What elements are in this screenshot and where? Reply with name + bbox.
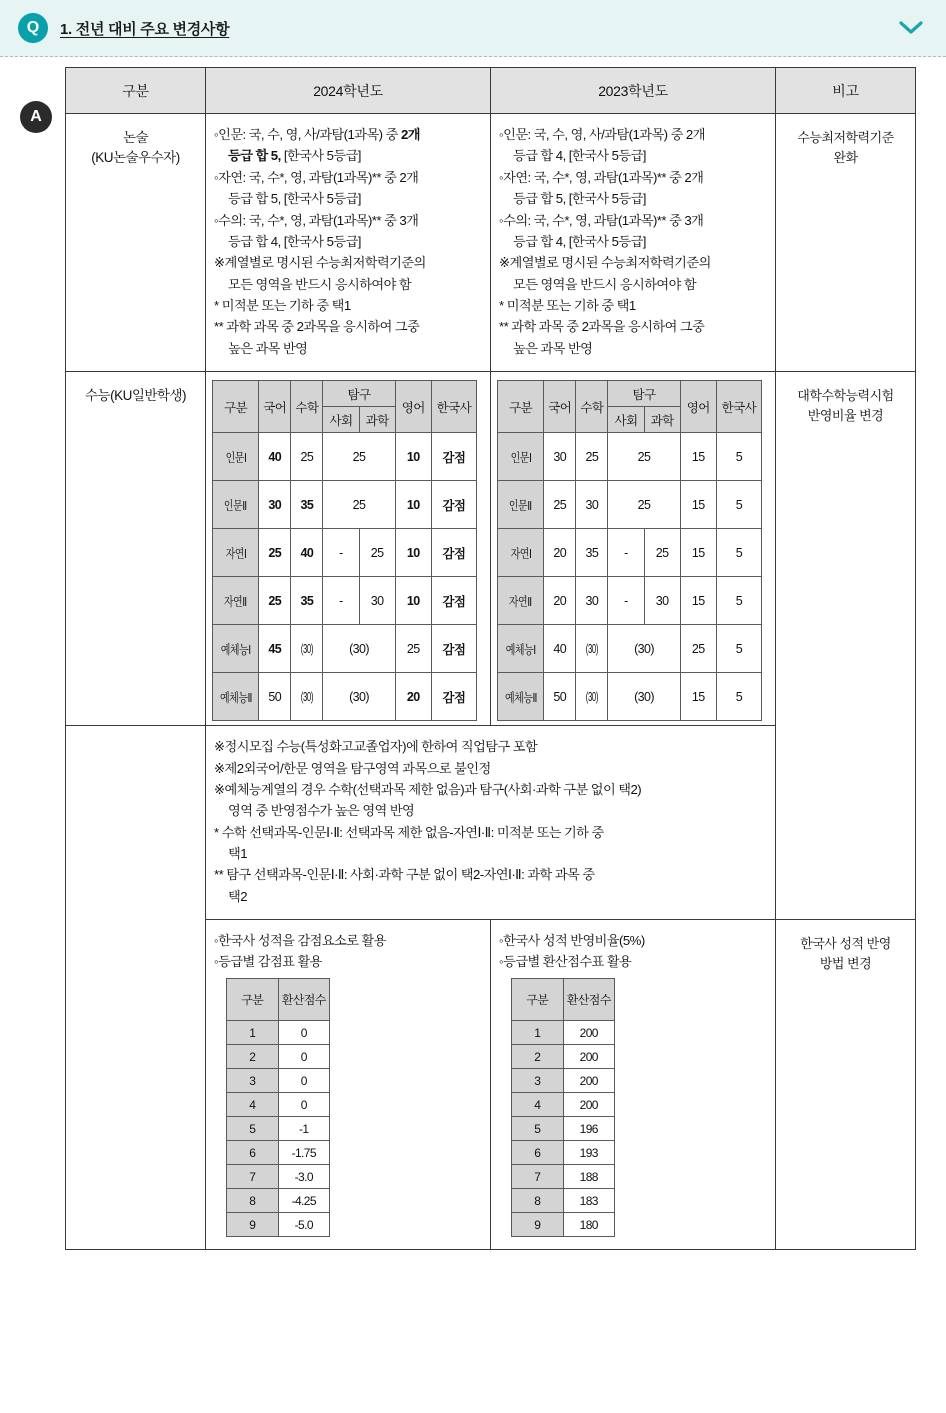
score-cell-korean: 50 (544, 673, 576, 721)
score-cell-english: 25 (680, 625, 716, 673)
suneung-notes (214, 736, 767, 907)
history-table-row (227, 1141, 330, 1165)
text-line: 영역 중 반영점수가 높은 영역 반영 (228, 803, 415, 819)
text-line: ◦자연: 국, 수*, 영, 과탐(1과목)** 중 2개 (499, 169, 704, 185)
score-header-history: 한국사 (716, 381, 761, 433)
score-header-korean: 국어 (544, 381, 576, 433)
history-cell-grade: 5 (512, 1117, 564, 1141)
score-header-english: 영어 (680, 381, 716, 433)
score-cell-math: 35 (576, 529, 608, 577)
history-cell-value: -1 (278, 1117, 330, 1141)
score-cell-korean: 25 (259, 529, 291, 577)
score-cell-science: 25 (644, 529, 680, 577)
score-cell-korean: 40 (259, 433, 291, 481)
history-cell-value: 188 (563, 1165, 615, 1189)
score-header-math: 수학 (291, 381, 323, 433)
bigo-history-line2: 방법 변경 (819, 955, 872, 971)
score-cell-english: 25 (395, 625, 431, 673)
score-header-gubun: 구분 (498, 381, 544, 433)
score-cell-english: 10 (395, 433, 431, 481)
history-cell-grade: 7 (227, 1165, 279, 1189)
spacer-history-left (66, 920, 206, 1250)
table-row-korean-history (66, 920, 916, 1250)
history-table-row (512, 1141, 615, 1165)
score-cell-social: - (608, 529, 644, 577)
text-line: ◦인문: 국, 수, 영, 사/과탐(1과목) 중 2개 (214, 127, 420, 142)
score-cell-history: 감점 (431, 481, 476, 529)
score-table-row (213, 433, 477, 481)
score-cell-science: 30 (644, 577, 680, 625)
score-table-row (213, 481, 477, 529)
score-cell-history: 5 (716, 433, 761, 481)
history-cell-value: 200 (563, 1021, 615, 1045)
suneung-ratio-table (497, 380, 762, 721)
history-cell-grade: 7 (512, 1165, 564, 1189)
score-cell-math: (30) (291, 673, 323, 721)
row-label-nonsul-line1: 논술 (122, 130, 149, 145)
history-cell-grade: 1 (227, 1021, 279, 1045)
text-line: 높은 과목 반영 (513, 340, 593, 356)
score-table-2024-wrapper (206, 372, 490, 725)
score-header-math: 수학 (576, 381, 608, 433)
score-cell-english: 15 (680, 673, 716, 721)
history-cell-grade: 6 (512, 1141, 564, 1165)
column-header-2024: 2024학년도 (206, 68, 491, 114)
cell-nonsul-2023 (491, 114, 776, 372)
history-cell-grade: 8 (512, 1189, 564, 1213)
score-header-row-top (213, 381, 477, 407)
history-table-row (512, 1069, 615, 1093)
score-row-label: 예체능Ⅰ (213, 625, 259, 673)
history-table-row (227, 1021, 330, 1045)
text-line: * 미적분 또는 기하 중 택1 (499, 298, 636, 313)
score-cell-korean: 20 (544, 577, 576, 625)
score-cell-math: 35 (291, 577, 323, 625)
score-cell-english: 15 (680, 481, 716, 529)
score-cell-history: 감점 (431, 673, 476, 721)
text-line: ※계열별로 명시된 수능최저학력기준의 (214, 255, 426, 271)
score-cell-tamgu: (30) (323, 673, 395, 721)
score-row-label: 인문Ⅱ (213, 481, 259, 529)
score-cell-english: 10 (395, 529, 431, 577)
history-header-row (512, 979, 615, 1021)
cell-history-bigo (776, 920, 916, 1250)
cell-history-2023 (491, 920, 776, 1250)
history-grade-table (226, 978, 330, 1237)
score-cell-math: 25 (291, 433, 323, 481)
history-table-row (512, 1189, 615, 1213)
bigo-history-line1: 한국사 성적 반영 (800, 936, 891, 952)
score-header-tamgu: 탐구 (608, 381, 680, 407)
spacer-notes-left (66, 726, 206, 920)
score-cell-tamgu: 25 (323, 433, 395, 481)
score-cell-history: 감점 (431, 577, 476, 625)
answer-badge: A (20, 101, 52, 133)
bigo-suneung-line1: 대학수학능력시험 (797, 388, 894, 404)
history-table-row (512, 1213, 615, 1237)
score-header-history: 한국사 (431, 381, 476, 433)
score-cell-math: (30) (291, 625, 323, 673)
history-table-row (227, 1213, 330, 1237)
history-cell-value: -1.75 (278, 1141, 330, 1165)
history-cell-grade: 2 (227, 1045, 279, 1069)
history-header-score: 환산점수 (278, 979, 330, 1021)
history-cell-grade: 5 (227, 1117, 279, 1141)
score-row-label: 자연Ⅰ (213, 529, 259, 577)
suneung-ratio-table (212, 380, 477, 721)
score-cell-history: 감점 (431, 433, 476, 481)
score-row-label: 자연Ⅰ (498, 529, 544, 577)
score-cell-english: 15 (680, 433, 716, 481)
score-cell-korean: 45 (259, 625, 291, 673)
text-line: ◦수의: 국, 수*, 영, 과탐(1과목)** 중 3개 (499, 212, 704, 228)
score-table-row (213, 577, 477, 625)
score-row-label: 예체능Ⅱ (213, 673, 259, 721)
text-line: 등급 합 5, [한국사 5등급] (513, 191, 646, 207)
score-cell-math: 25 (576, 433, 608, 481)
score-cell-english: 15 (680, 577, 716, 625)
text-line: ※계열별로 명시된 수능최저학력기준의 (499, 255, 711, 271)
text-line: 모든 영역을 반드시 응시하여야 함 (513, 276, 697, 292)
history-cell-value: -3.0 (278, 1165, 330, 1189)
history-cell-value: -4.25 (278, 1189, 330, 1213)
chevron-down-icon[interactable] (898, 15, 924, 41)
history-cell-value: 0 (278, 1093, 330, 1117)
text-line: 택2 (228, 888, 247, 904)
history-grade-table (511, 978, 615, 1237)
score-header-science: 과학 (644, 407, 680, 433)
score-cell-korean: 30 (544, 433, 576, 481)
score-cell-social: - (608, 577, 644, 625)
text-line: 등급 합 4, [한국사 5등급] (228, 233, 361, 249)
score-cell-math: 30 (576, 577, 608, 625)
text-line: ◦자연: 국, 수*, 영, 과탐(1과목)** 중 2개 (214, 169, 419, 185)
history-cell-grade: 3 (227, 1069, 279, 1093)
bigo-suneung-line2: 반영비율 변경 (807, 407, 884, 423)
score-cell-social: - (323, 577, 359, 625)
score-row-label: 자연Ⅱ (498, 577, 544, 625)
history-cell-grade: 6 (227, 1141, 279, 1165)
score-cell-math: (30) (576, 673, 608, 721)
comparison-table (65, 67, 916, 1250)
history-table-row (512, 1165, 615, 1189)
text-line: 등급 합 4, [한국사 5등급] (513, 233, 646, 249)
cell-suneung-notes (206, 726, 776, 920)
score-cell-tamgu: 25 (323, 481, 395, 529)
score-cell-history: 5 (716, 577, 761, 625)
score-row-label: 자연Ⅱ (213, 577, 259, 625)
history-cell-grade: 4 (227, 1093, 279, 1117)
text-line: ※제2외국어/한문 영역을 탐구영역 과목으로 불인정 (214, 760, 491, 776)
score-table-row (213, 673, 477, 721)
history-table-row (512, 1045, 615, 1069)
score-cell-science: 30 (359, 577, 395, 625)
score-header-english: 영어 (395, 381, 431, 433)
score-cell-math: 35 (291, 481, 323, 529)
score-header-social: 사회 (323, 407, 359, 433)
history-table-row (227, 1189, 330, 1213)
score-cell-english: 10 (395, 577, 431, 625)
nonsul-2024-lines (214, 124, 482, 359)
history-cell-value: 200 (563, 1093, 615, 1117)
score-cell-korean: 30 (259, 481, 291, 529)
score-cell-history: 감점 (431, 529, 476, 577)
history-table-row (227, 1045, 330, 1069)
cell-nonsul-2024 (206, 114, 491, 372)
cell-suneung-2023 (491, 372, 776, 726)
question-badge: Q (18, 13, 48, 43)
text-line: 모든 영역을 반드시 응시하여야 함 (228, 276, 412, 292)
bigo-nonsul-line1: 수능최저학력기준 (797, 130, 894, 145)
score-row-label: 인문Ⅱ (498, 481, 544, 529)
history-cell-value: 0 (278, 1045, 330, 1069)
score-header-tamgu: 탐구 (323, 381, 395, 407)
text-line: ** 탐구 선택과목-인문Ⅰ·Ⅱ: 사회·과학 구분 없이 택2-자연Ⅰ·Ⅱ: 과학 과목 중 (214, 867, 595, 883)
history-2024-line1: ◦한국사 성적을 감점요소로 활용 (214, 933, 386, 949)
score-table-row (213, 529, 477, 577)
score-cell-tamgu: (30) (608, 625, 680, 673)
history-header-score: 환산점수 (563, 979, 615, 1021)
column-header-gubun: 구분 (66, 68, 206, 114)
score-cell-tamgu: (30) (608, 673, 680, 721)
text-line: ◦수의: 국, 수*, 영, 과탐(1과목)** 중 3개 (214, 212, 419, 228)
cell-nonsul-bigo (776, 114, 916, 372)
text-line: ※정시모집 수능(특성화고교졸업자)에 한하여 직업탐구 포함 (214, 739, 538, 755)
text-line: ※예체능계열의 경우 수학(선택과목 제한 없음)과 탐구(사회·과학 구분 없이 택2) (214, 781, 642, 797)
text-line: 높은 과목 반영 (228, 340, 308, 356)
score-cell-math: 40 (291, 529, 323, 577)
history-cell-grade: 1 (512, 1021, 564, 1045)
score-table-row (498, 673, 762, 721)
history-header-row (227, 979, 330, 1021)
score-cell-korean: 50 (259, 673, 291, 721)
cell-suneung-bigo (776, 372, 916, 920)
history-table-row (227, 1069, 330, 1093)
score-cell-tamgu: (30) (323, 625, 395, 673)
score-cell-science: 25 (359, 529, 395, 577)
score-cell-korean: 25 (544, 481, 576, 529)
score-header-korean: 국어 (259, 381, 291, 433)
history-table-row (512, 1117, 615, 1141)
score-cell-history: 5 (716, 673, 761, 721)
score-header-gubun: 구분 (213, 381, 259, 433)
history-cell-value: 180 (563, 1213, 615, 1237)
history-cell-grade: 2 (512, 1045, 564, 1069)
history-cell-value: 200 (563, 1045, 615, 1069)
history-header-gubun: 구분 (227, 979, 279, 1021)
score-cell-english: 20 (395, 673, 431, 721)
history-table-row (512, 1093, 615, 1117)
text-line: ◦인문: 국, 수, 영, 사/과탐(1과목) 중 2개 (499, 127, 705, 142)
score-cell-history: 5 (716, 529, 761, 577)
history-2024-line2: ◦등급별 감점표 활용 (214, 954, 322, 970)
history-cell-grade: 9 (512, 1213, 564, 1237)
history-cell-grade: 9 (227, 1213, 279, 1237)
column-header-2023: 2023학년도 (491, 68, 776, 114)
history-cell-value: 0 (278, 1021, 330, 1045)
score-cell-math: (30) (576, 625, 608, 673)
history-header-gubun: 구분 (512, 979, 564, 1021)
cell-history-2024 (206, 920, 491, 1250)
score-table-row (498, 433, 762, 481)
history-cell-grade: 3 (512, 1069, 564, 1093)
score-row-label: 예체능Ⅰ (498, 625, 544, 673)
score-table-2023-wrapper (491, 372, 775, 725)
column-header-bigo: 비고 (776, 68, 916, 114)
bigo-nonsul-line2: 완화 (833, 149, 858, 165)
table-row-suneung-ratio (66, 372, 916, 726)
score-table-row (498, 481, 762, 529)
row-label-nonsul (66, 114, 206, 372)
score-cell-korean: 20 (544, 529, 576, 577)
text-line: 등급 합 4, [한국사 5등급] (513, 148, 646, 164)
text-line: * 미적분 또는 기하 중 택1 (214, 298, 351, 313)
score-cell-history: 5 (716, 625, 761, 673)
table-row-nonsul (66, 114, 916, 372)
question-header[interactable] (0, 0, 946, 57)
history-2023-line2: ◦등급별 환산점수표 활용 (499, 954, 632, 970)
text-line: 등급 합 5, [한국사 5등급] (228, 148, 361, 164)
row-label-suneung: 수능(KU일반학생) (66, 372, 206, 726)
table-header-row (66, 68, 916, 114)
cell-suneung-2024 (206, 372, 491, 726)
history-table-2024 (214, 978, 482, 1237)
history-cell-value: 200 (563, 1069, 615, 1093)
comparison-table-wrapper (65, 67, 915, 1250)
score-table-row (498, 529, 762, 577)
history-cell-grade: 8 (227, 1189, 279, 1213)
history-table-row (227, 1093, 330, 1117)
history-table-row (227, 1165, 330, 1189)
score-cell-history: 감점 (431, 625, 476, 673)
nonsul-2023-lines (499, 124, 767, 359)
score-cell-korean: 40 (544, 625, 576, 673)
score-table-2024 (212, 380, 488, 721)
history-cell-value: 183 (563, 1189, 615, 1213)
text-line: ** 과학 과목 중 2과목을 응시하여 그중 (499, 319, 705, 335)
score-header-social: 사회 (608, 407, 644, 433)
score-header-row-top (498, 381, 762, 407)
history-cell-value: 193 (563, 1141, 615, 1165)
history-2023-line1: ◦한국사 성적 반영비율(5%) (499, 933, 645, 949)
history-cell-value: 0 (278, 1069, 330, 1093)
history-table-row (512, 1021, 615, 1045)
score-table-row (498, 625, 762, 673)
history-table-2023 (499, 978, 767, 1237)
score-cell-korean: 25 (259, 577, 291, 625)
text-line: 택1 (228, 846, 247, 861)
score-cell-english: 10 (395, 481, 431, 529)
score-row-label: 인문Ⅰ (498, 433, 544, 481)
score-row-label: 예체능Ⅱ (498, 673, 544, 721)
text-line: * 수학 선택과목-인문Ⅰ·Ⅱ: 선택과목 제한 없음-자연Ⅰ·Ⅱ: 미적분 또는 기하 중 (214, 824, 604, 840)
score-table-row (498, 577, 762, 625)
score-cell-social: - (323, 529, 359, 577)
score-cell-history: 5 (716, 481, 761, 529)
score-table-2023 (497, 380, 773, 721)
history-cell-value: 196 (563, 1117, 615, 1141)
score-cell-english: 15 (680, 529, 716, 577)
history-cell-grade: 4 (512, 1093, 564, 1117)
text-line: 등급 합 5, [한국사 5등급] (228, 191, 361, 207)
text-line: ** 과학 과목 중 2과목을 응시하여 그중 (214, 319, 420, 335)
history-table-row (227, 1117, 330, 1141)
score-cell-tamgu: 25 (608, 433, 680, 481)
question-title[interactable]: 1. 전년 대비 주요 변경사항 (60, 20, 230, 38)
score-table-row (213, 625, 477, 673)
history-cell-value: -5.0 (278, 1213, 330, 1237)
score-header-science: 과학 (359, 407, 395, 433)
score-cell-tamgu: 25 (608, 481, 680, 529)
score-cell-math: 30 (576, 481, 608, 529)
row-label-nonsul-line2: (KU논술우수자) (91, 149, 180, 165)
score-row-label: 인문Ⅰ (213, 433, 259, 481)
